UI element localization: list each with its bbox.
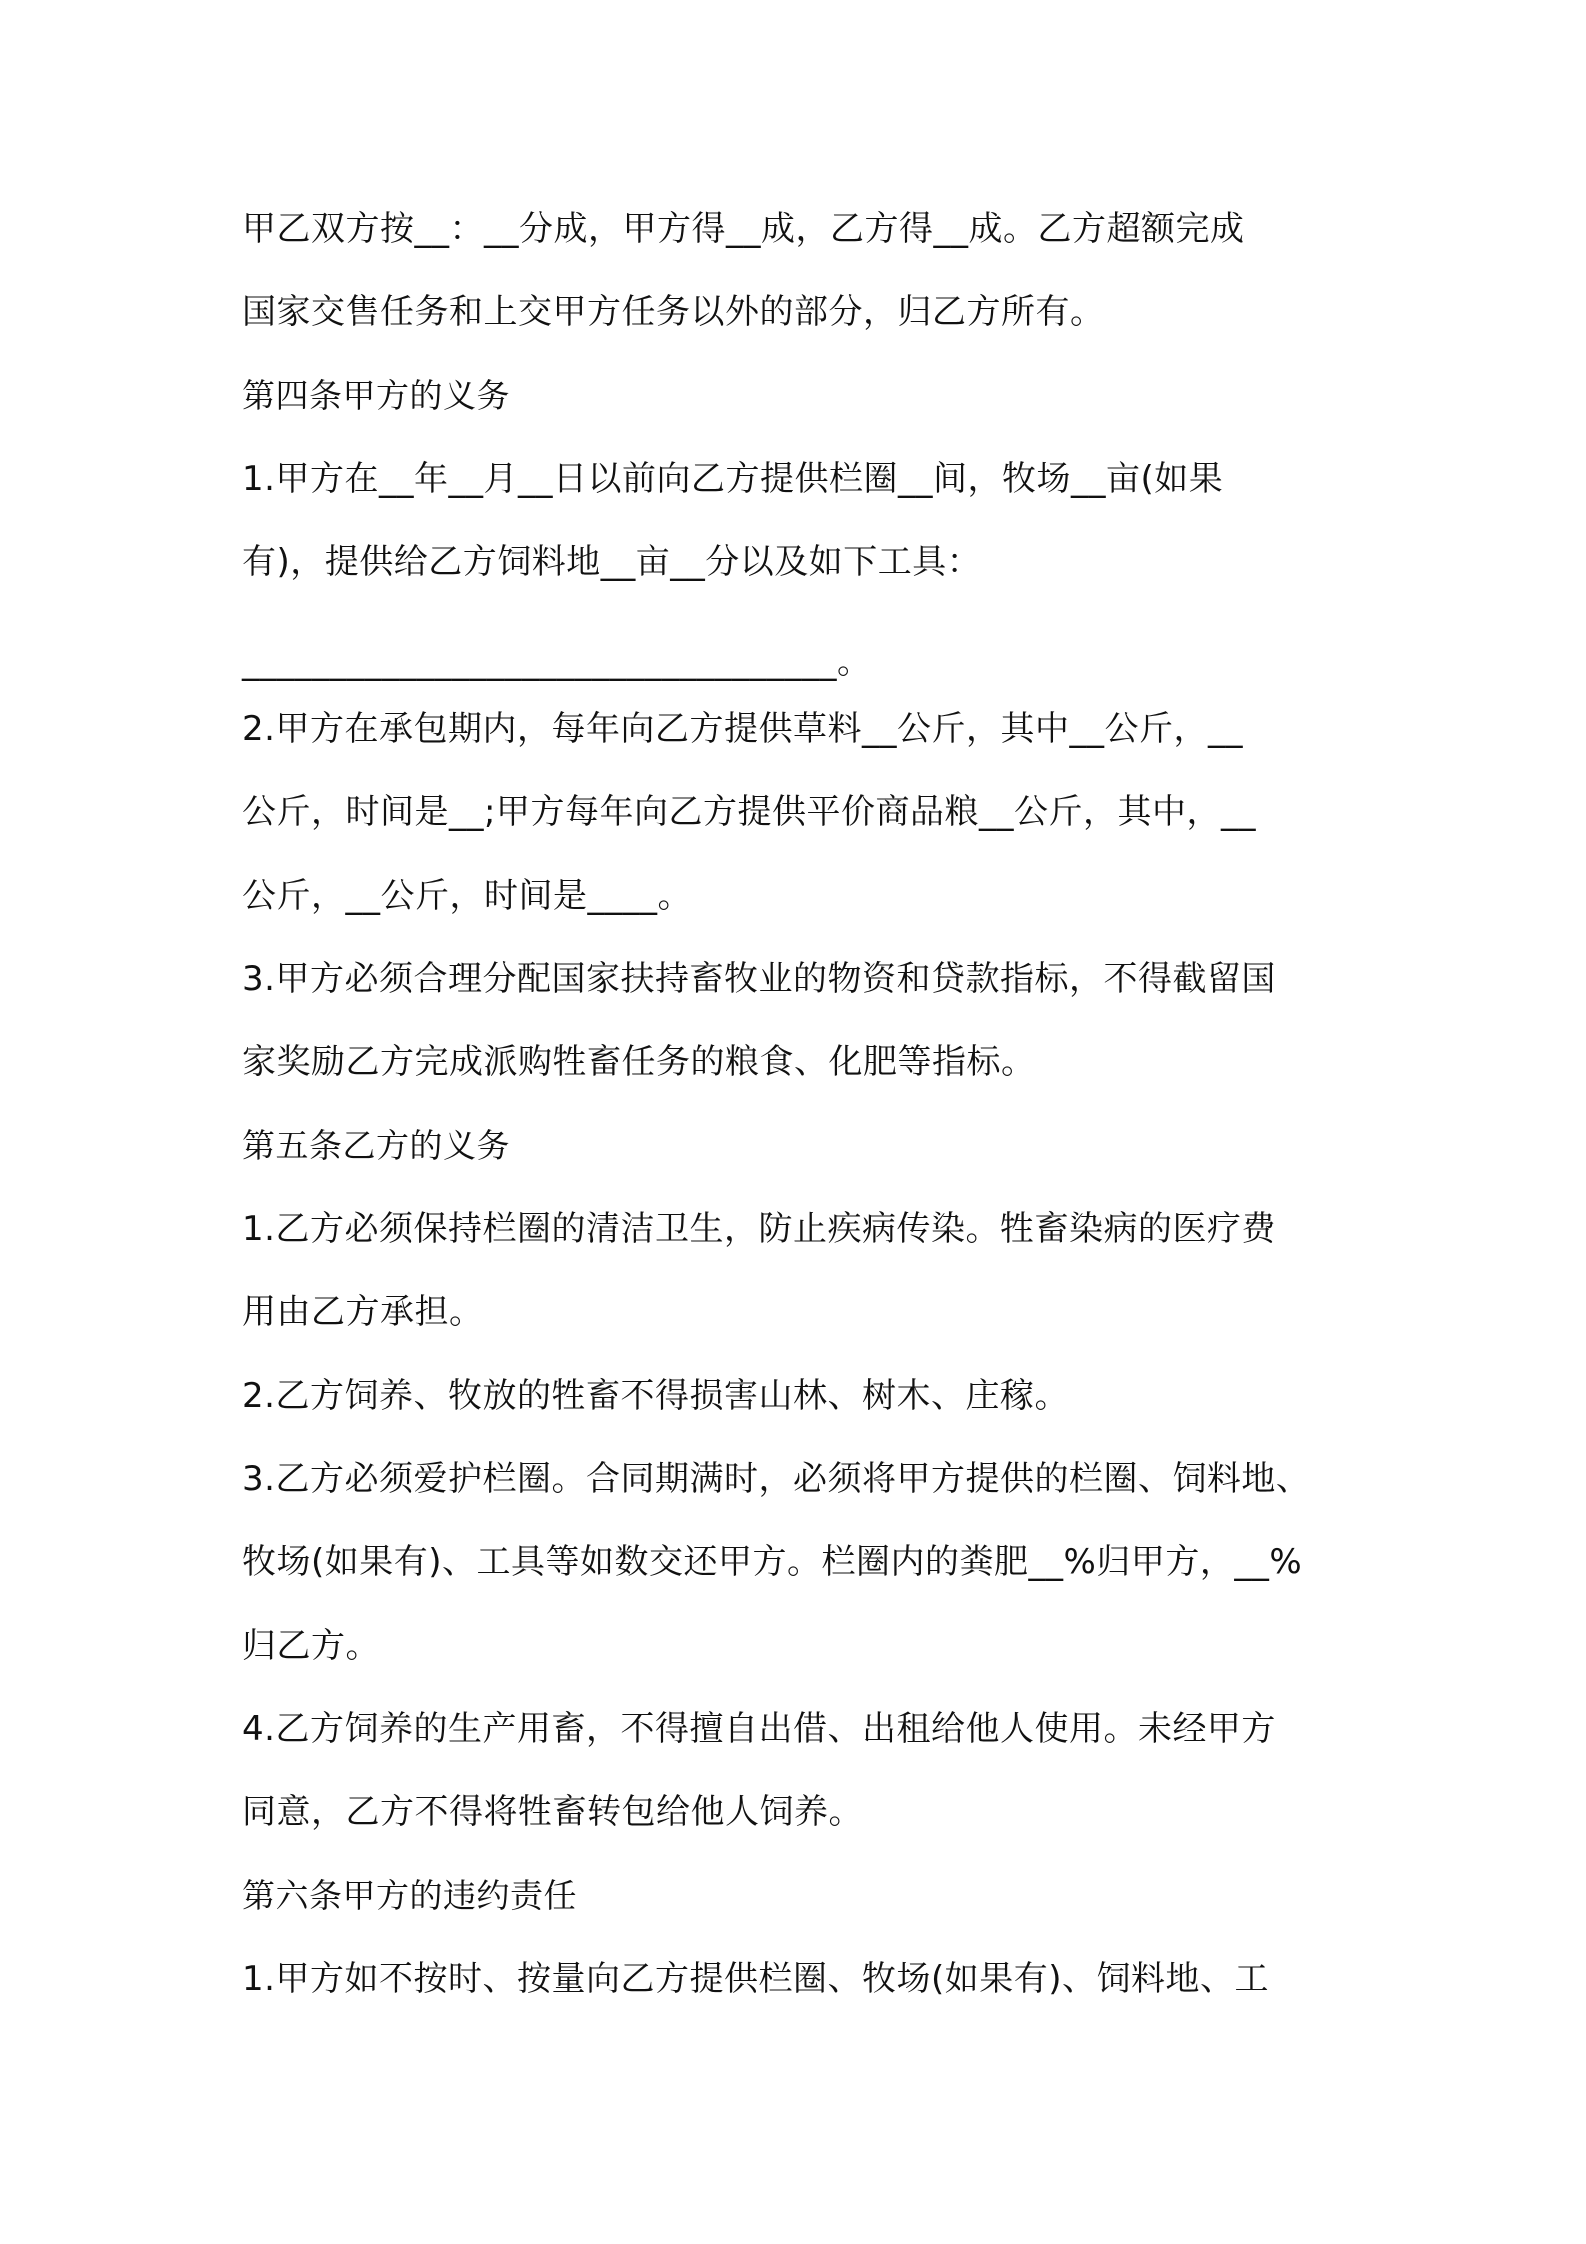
paragraph-line: 3.乙方必须爱护栏圈。合同期满时，必须将甲方提供的栏圈、饲料地、	[242, 1459, 1311, 1499]
paragraph-line: 用由乙方承担。	[242, 1292, 484, 1332]
paragraph-line: 1.乙方必须保持栏圈的清洁卫生，防止疾病传染。牲畜染病的医疗费	[242, 1209, 1276, 1249]
paragraph-line: 甲乙双方按__：__分成，甲方得__成，乙方得__成。乙方超额完成	[242, 209, 1245, 249]
paragraph-line: 同意，乙方不得将牲畜转包给他人饲养。	[242, 1792, 863, 1832]
section-heading: 第四条甲方的义务	[242, 376, 510, 415]
paragraph-line: 家奖励乙方完成派购牲畜任务的粮食、化肥等指标。	[242, 1042, 1036, 1082]
paragraph-line: 归乙方。	[242, 1626, 380, 1666]
paragraph-line: 公斤，时间是__;甲方每年向乙方提供平价商品粮__公斤，其中，__	[242, 792, 1256, 832]
paragraph-line: 国家交售任务和上交甲方任务以外的部分，归乙方所有。	[242, 292, 1105, 332]
paragraph-line: 牧场(如果有)、工具等如数交还甲方。栏圈内的粪肥__%归甲方，__%	[242, 1542, 1303, 1582]
paragraph-line: 1.甲方如不按时、按量向乙方提供栏圈、牧场(如果有)、饲料地、工	[242, 1959, 1269, 1999]
section-heading: 第六条甲方的违约责任	[242, 1876, 577, 1915]
paragraph-line: 公斤，__公斤，时间是____。	[242, 876, 692, 916]
paragraph-line: 1.甲方在__年__月__日以前向乙方提供栏圈__间，牧场__亩(如果	[242, 459, 1224, 499]
paragraph-line: 2.乙方饲养、牧放的牲畜不得损害山林、树木、庄稼。	[242, 1376, 1069, 1416]
paragraph-line: 3.甲方必须合理分配国家扶持畜牧业的物资和贷款指标，不得截留国	[242, 959, 1276, 999]
paragraph-line: 有)，提供给乙方饲料地__亩__分以及如下工具：	[242, 542, 982, 582]
paragraph-line: 2.甲方在承包期内，每年向乙方提供草料__公斤，其中__公斤，__	[242, 709, 1243, 749]
blank-fill-line: __________________________________。	[242, 642, 872, 682]
paragraph-line: 4.乙方饲养的生产用畜，不得擅自出借、出租给他人使用。未经甲方	[242, 1709, 1276, 1749]
section-heading: 第五条乙方的义务	[242, 1126, 510, 1165]
